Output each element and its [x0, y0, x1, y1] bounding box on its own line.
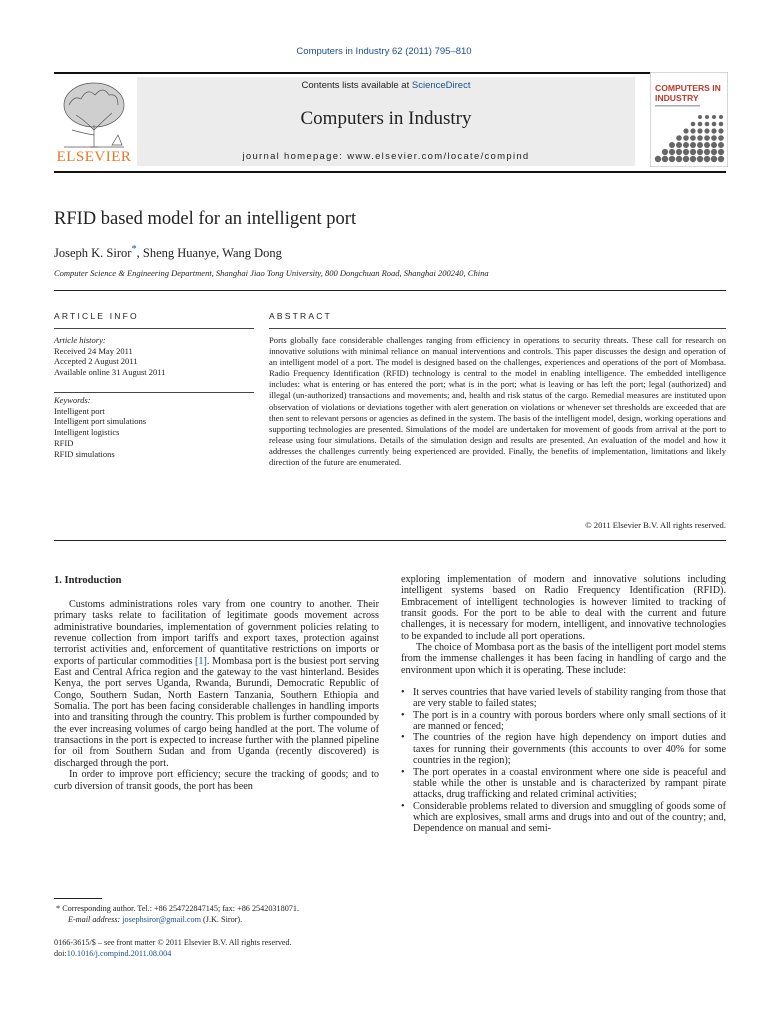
issn-line: 0166-3615/$ – see front matter © 2011 Elsevier B.V. All rights reserved.: [54, 938, 292, 947]
abstract-heading: ABSTRACT: [269, 311, 332, 321]
footnote-mark: *: [56, 904, 61, 913]
keyword-item: RFID: [54, 437, 74, 448]
online-date: Available online 31 August 2011: [54, 367, 166, 378]
affiliation: Computer Science & Engineering Department, Shanghai Jiao Tong University, 800 Dongchuan Road, Shanghai 200240, China: [54, 268, 489, 278]
right-column: [401, 574, 726, 835]
abstract-rule: [269, 328, 726, 329]
abstract-copyright: © 2011 Elsevier B.V. All rights reserved.: [585, 520, 726, 530]
list-item: • The port operates in a coastal environment where one side is peaceful and stable while the other is unstable and is characterized by rampant pirate attacks, drug trafficking and related criminal activities;: [401, 767, 726, 801]
paragraph-text: . Mombasa port is the busiest port serving East and Central Africa region and the gateway to the vast hinterland. Besides Kenya, the port serves Uganda, Rwanda, Burundi, Democratic Republic of Congo, Southern Sudan, North Eastern Tanzania, Southern Ethiopia and Somalia. The port has been facing considerable challenges in handling imports into and transiting through the country. This problem is further compounded by the ever increasing volumes of cargo being handled at the port. The volume of transactions in the port is expected to increase further with the planned pipeline for oil from Southern Sudan and from Uganda (recently discovered) is discharged through the port.: [54, 655, 380, 769]
history-label: Article history:: [54, 335, 106, 345]
received-date: Received 24 May 2011: [54, 345, 133, 356]
journal-cover-thumbnail: [650, 72, 728, 167]
contents-prefix: Contents lists available at: [301, 80, 412, 91]
authors: [54, 244, 282, 261]
email-label: E-mail address:: [68, 914, 123, 924]
abstract-text: Ports globally face considerable challenges ranging from efficiency in operations to security threats. These call for research on innovative solutions with minimal reliance on manual interventions and controls. This paper discusses the design and operation of an intelligent model of a port. The model is designed based on the challenges, experiences and operations of the port of Mombasa. Radio Frequency Identification (RFID) technology is central to the model in enabling intelligence. The embedded intelligence includes: what is entering or has entered the port; what is in the port; what is leaving or has left the port; legal (authorized) and illegal (un-authorized) transactions and movements; and, health and risk status of the cargo. Remedial measures are instituted upon observation of violations or deviations together with alert generation on violations or whenever set thresholds are exceeded that are then sent to relevant persons or agencies as defined in the system. The basis of the intelligent model, design, working operations and supporting technologies are presented. Simulations of the model are undertaken for movement of goods from arrival at the port to release using four simulations. Details of the simulation design and results are presented. An evaluation of the model and how it addresses the challenges currently being experienced are provided. Finally, the benefits of implementation, limitations and likely direction of the future are enumerated.: [269, 335, 726, 468]
list-item: • The port is in a country with porous borders where only small sections of it are manned or fenced;: [401, 710, 726, 733]
journal-name: Computers in Industry: [300, 108, 472, 129]
doi-prefix: doi:: [54, 949, 67, 958]
citation-link[interactable]: [1]: [195, 655, 207, 667]
list-item: • It serves countries that have varied levels of stability ranging from those that are very stable to failed states;: [401, 687, 726, 710]
publisher-logo-text: ELSEVIER: [56, 149, 132, 165]
contents-line: [137, 80, 635, 91]
keyword-item: Intelligent logistics: [54, 427, 120, 438]
abstract-bottom-rule: [54, 540, 726, 541]
journal-homepage: [137, 151, 635, 162]
left-column: [54, 599, 379, 792]
doi-line: [54, 948, 414, 959]
keyword-item: RFID simulations: [54, 448, 115, 459]
footnote-rule: [54, 898, 102, 899]
cover-title-2: INDUSTRY: [655, 93, 699, 103]
paragraph: In order to improve port efficiency; secure the tracking of goods; and to curb diversion of transit goods, the port has been: [54, 769, 379, 792]
email-suffix: (J.K. Siror).: [201, 914, 243, 924]
corresponding-author-mark[interactable]: *: [131, 244, 137, 255]
homepage-url[interactable]: www.elsevier.com/locate/compind: [347, 151, 530, 162]
footnote: [54, 904, 384, 925]
accepted-date: Accepted 2 August 2011: [54, 356, 138, 367]
header-top-rule: [54, 72, 726, 74]
paragraph: exploring implementation of modern and innovative solutions including intelligent systems based on Radio Frequency Identification (RFID). Embracement of intelligent technologies is however limited to tracking of transit goods. For the port to be able to deal with the current and future challenges, it is necessary for modern, intelligent, and innovative technologies to be expanded to include all port operations.: [401, 574, 726, 642]
keyword-item: Intelligent port: [54, 405, 105, 416]
paragraph-text: Customs administrations roles vary from one country to another. Their primary tasks relate to facilitation of legitimate goods movement across administrative boundaries, implementation of government policies relating to revenue collection from import tariffs and export taxes, protection against terrorist activities and, enforcement of quantitative restrictions on imports or exports of particular commodities: [54, 599, 379, 667]
article-history: [54, 335, 254, 378]
keywords: [54, 395, 254, 459]
author-1: Joseph K. Siror: [54, 246, 132, 261]
email-link[interactable]: josephsiror@gmail.com: [122, 914, 201, 924]
homepage-prefix: journal homepage:: [242, 151, 348, 162]
article-info-rule: [54, 328, 254, 329]
footnote-contact: Corresponding author. Tel.: +86 254722847145; fax: +86 25420318071.: [62, 904, 300, 913]
keyword-item: Intelligent port simulations: [54, 416, 147, 427]
article-title: RFID based model for an intelligent port: [54, 209, 357, 229]
article-info-heading: ARTICLE INFO: [54, 311, 139, 321]
keywords-label: Keywords:: [54, 395, 91, 405]
cover-title-1: COMPUTERS IN: [655, 83, 721, 93]
list-item: • Considerable problems related to diversion and smuggling of goods some of which are explosives, small arms and drugs into and out of the country; and, Dependence on manual and semi-: [401, 801, 726, 835]
email-line: [54, 915, 384, 926]
header-bottom-rule: [54, 171, 726, 173]
title-rule: [54, 290, 726, 291]
corresponding-author-note: [54, 904, 384, 915]
sciencedirect-link[interactable]: ScienceDirect: [411, 80, 471, 91]
paragraph: [54, 599, 379, 769]
journal-reference[interactable]: Computers in Industry 62 (2011) 795–810: [296, 46, 472, 57]
section-heading-introduction: 1. Introduction: [54, 575, 122, 586]
doi-link[interactable]: 10.1016/j.compind.2011.08.004: [66, 949, 172, 958]
list-item: • The countries of the region have high dependency on import duties and taxes for running their governments (this accounts to over 40% for some countries in the region);: [401, 732, 726, 766]
front-matter-info: [54, 937, 414, 959]
authors-rest: , Sheng Huanye, Wang Dong: [136, 246, 282, 261]
article-info-divider: [54, 392, 254, 393]
paragraph: The choice of Mombasa port as the basis of the intelligent port model stems from the immense challenges it has been facing in handling of cargo and the environment upon which it is operating. These include:: [401, 642, 726, 676]
challenges-list: [401, 687, 726, 834]
